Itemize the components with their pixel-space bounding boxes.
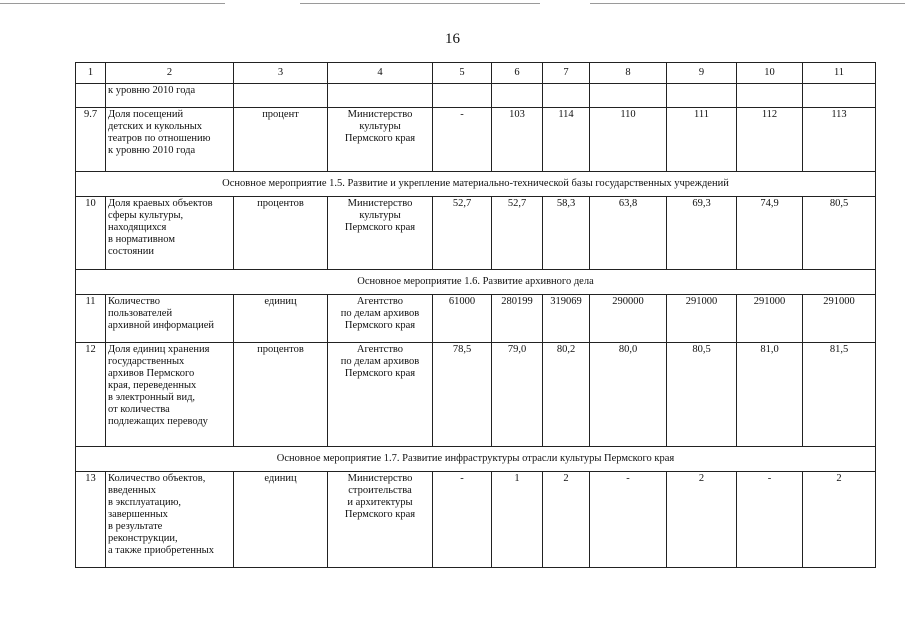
indicator-line: к уровню 2010 года xyxy=(108,145,196,156)
executor-line: строительства xyxy=(348,485,412,496)
empty-cell xyxy=(590,84,667,108)
executor-cell xyxy=(328,472,433,568)
indicator-line: сферы культуры, xyxy=(108,210,184,221)
section-row xyxy=(76,270,876,295)
value-cell: 74,9 xyxy=(737,197,803,270)
value-cell: 80,2 xyxy=(543,343,590,447)
value-cell: 280199 xyxy=(492,295,543,343)
indicator-line: края, переведенных xyxy=(108,380,197,391)
empty-cell xyxy=(234,84,328,108)
value-cell: 52,7 xyxy=(492,197,543,270)
value-cell: 58,3 xyxy=(543,197,590,270)
executor-cell xyxy=(328,295,433,343)
value-cell: 113 xyxy=(803,108,876,172)
unit-cell: единиц xyxy=(234,472,328,568)
top-edge-line-left xyxy=(0,3,225,4)
header-cell: 8 xyxy=(590,63,667,84)
value-cell: 114 xyxy=(543,108,590,172)
row-num-cell: 11 xyxy=(76,295,106,343)
value-cell: 110 xyxy=(590,108,667,172)
section-row xyxy=(76,447,876,472)
value-cell: - xyxy=(737,472,803,568)
executor-line: Агентство xyxy=(356,344,404,355)
indicator-line: Доля посещений xyxy=(108,109,184,120)
value-cell: 290000 xyxy=(590,295,667,343)
executor-line: Министерство xyxy=(347,473,413,484)
indicator-line: пользователей xyxy=(108,308,173,319)
table-row xyxy=(76,472,876,568)
executor-line: Пермского края xyxy=(344,509,416,520)
indicator-line: состоянии xyxy=(108,246,155,257)
empty-cell xyxy=(803,84,876,108)
executor-line: Пермского края xyxy=(344,368,416,379)
empty-cell xyxy=(737,84,803,108)
value-cell: 2 xyxy=(803,472,876,568)
header-row xyxy=(76,63,876,84)
row-num-cell: 12 xyxy=(76,343,106,447)
empty-cell xyxy=(433,84,492,108)
value-cell: 112 xyxy=(737,108,803,172)
value-cell: 1 xyxy=(492,472,543,568)
executor-line: и архитектуры xyxy=(347,497,413,508)
table-row xyxy=(76,108,876,172)
empty-cell xyxy=(543,84,590,108)
value-cell: 78,5 xyxy=(433,343,492,447)
executor-line: культуры xyxy=(359,121,401,132)
executor-line: культуры xyxy=(359,210,401,221)
empty-cell xyxy=(328,84,433,108)
unit-cell: единиц xyxy=(234,295,328,343)
executor-line: Пермского края xyxy=(344,320,416,331)
value-cell: 2 xyxy=(667,472,737,568)
row-num-cell: 10 xyxy=(76,197,106,270)
top-edge-line-mid xyxy=(300,3,540,4)
indicator-line: а также приобретенных xyxy=(108,545,214,556)
indicators-table xyxy=(75,62,876,568)
header-cell: 3 xyxy=(234,63,328,84)
header-cell: 10 xyxy=(737,63,803,84)
indicator-line: архивов Пермского xyxy=(108,368,195,379)
executor-cell xyxy=(328,343,433,447)
value-cell: 80,0 xyxy=(590,343,667,447)
indicator-line: архивной информацией xyxy=(108,320,214,331)
indicator-line: в нормативном xyxy=(108,234,175,245)
header-cell: 7 xyxy=(543,63,590,84)
section-title: Основное мероприятие 1.6. Развитие архивного дела xyxy=(76,270,876,295)
empty-cell xyxy=(667,84,737,108)
empty-cell xyxy=(492,84,543,108)
header-cell: 4 xyxy=(328,63,433,84)
value-cell: 80,5 xyxy=(803,197,876,270)
executor-line: Агентство xyxy=(356,296,404,307)
value-cell: 52,7 xyxy=(433,197,492,270)
indicator-line: введенных xyxy=(108,485,156,496)
indicator-cell xyxy=(106,472,234,568)
executor-line: Пермского края xyxy=(344,222,416,233)
table-row xyxy=(76,197,876,270)
indicator-line: от количества xyxy=(108,404,170,415)
indicator-cell xyxy=(106,343,234,447)
unit-cell: процентов xyxy=(234,343,328,447)
executor-line: по делам архивов xyxy=(340,308,420,319)
indicator-line: Количество xyxy=(108,296,161,307)
value-cell: - xyxy=(433,108,492,172)
header-cell: 5 xyxy=(433,63,492,84)
indicator-line: находящихся xyxy=(108,222,167,233)
value-cell: 111 xyxy=(667,108,737,172)
value-cell: - xyxy=(433,472,492,568)
value-cell: 81,0 xyxy=(737,343,803,447)
indicator-cell xyxy=(106,108,234,172)
value-cell: 103 xyxy=(492,108,543,172)
header-cell: 9 xyxy=(667,63,737,84)
row-num-cell: 9.7 xyxy=(76,108,106,172)
table-row xyxy=(76,295,876,343)
indicator-line: театров по отношению xyxy=(108,133,211,144)
indicator-line: реконструкции, xyxy=(108,533,178,544)
header-cell: 2 xyxy=(106,63,234,84)
indicator-line: в результате xyxy=(108,521,163,532)
indicator-cell xyxy=(106,197,234,270)
header-cell: 1 xyxy=(76,63,106,84)
unit-cell: процент xyxy=(234,108,328,172)
value-cell: 291000 xyxy=(667,295,737,343)
unit-cell: процентов xyxy=(234,197,328,270)
table-row-continuation xyxy=(76,84,876,108)
value-cell: 81,5 xyxy=(803,343,876,447)
executor-cell xyxy=(328,108,433,172)
executor-cell xyxy=(328,197,433,270)
header-cell: 6 xyxy=(492,63,543,84)
indicator-line: детских и кукольных xyxy=(108,121,203,132)
indicator-line: в эксплуатацию, xyxy=(108,497,182,508)
value-cell: 291000 xyxy=(737,295,803,343)
section-title: Основное мероприятие 1.7. Развитие инфраструктуры отрасли культуры Пермского края xyxy=(76,447,876,472)
executor-line: Министерство xyxy=(347,109,413,120)
value-cell: - xyxy=(590,472,667,568)
value-cell: 79,0 xyxy=(492,343,543,447)
executor-line: Министерство xyxy=(347,198,413,209)
indicator-line: Количество объектов, xyxy=(108,473,206,484)
indicator-line: государственных xyxy=(108,356,185,367)
row-num-cell xyxy=(76,84,106,108)
executor-line: по делам архивов xyxy=(340,356,420,367)
indicator-line: завершенных xyxy=(108,509,168,520)
indicator-line: подлежащих переводу xyxy=(108,416,208,427)
value-cell: 291000 xyxy=(803,295,876,343)
indicator-line: Доля краевых объектов xyxy=(108,198,213,209)
value-cell: 319069 xyxy=(543,295,590,343)
value-cell: 80,5 xyxy=(667,343,737,447)
value-cell: 2 xyxy=(543,472,590,568)
row-num-cell: 13 xyxy=(76,472,106,568)
indicator-cell: к уровню 2010 года xyxy=(106,84,234,108)
indicator-line: Доля единиц хранения xyxy=(108,344,210,355)
top-edge-line-right xyxy=(590,3,905,4)
indicator-cell xyxy=(106,295,234,343)
value-cell: 69,3 xyxy=(667,197,737,270)
table-row xyxy=(76,343,876,447)
value-cell: 63,8 xyxy=(590,197,667,270)
page-number: 16 xyxy=(445,31,460,47)
executor-line: Пермского края xyxy=(344,133,416,144)
header-cell: 11 xyxy=(803,63,876,84)
indicator-line: в электронный вид, xyxy=(108,392,196,403)
section-title: Основное мероприятие 1.5. Развитие и укрепление материально-технической базы государственных учреждений xyxy=(76,172,876,197)
section-row xyxy=(76,172,876,197)
value-cell: 61000 xyxy=(433,295,492,343)
